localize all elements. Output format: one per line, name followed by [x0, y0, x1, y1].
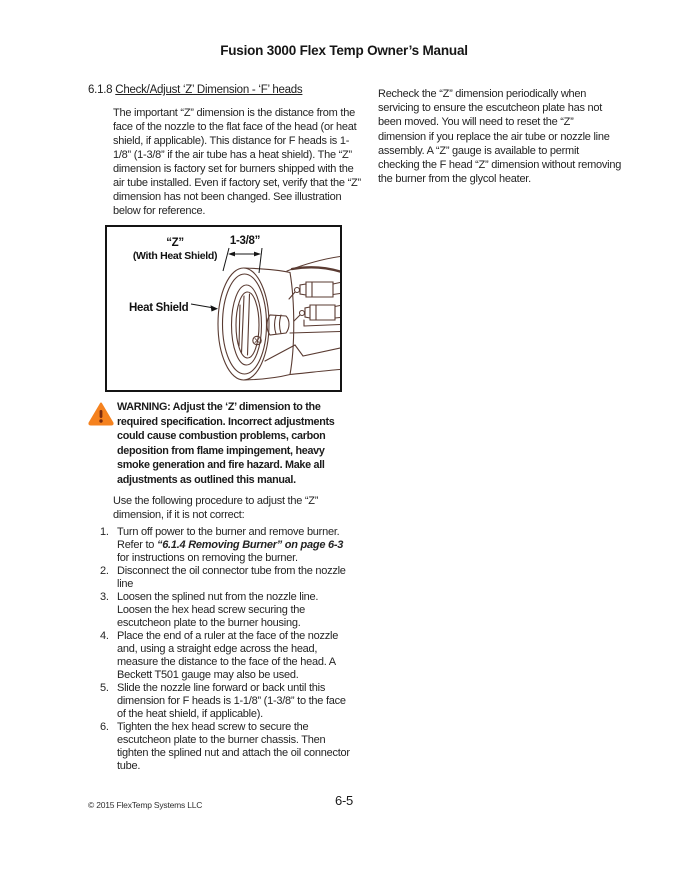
step-item: [100, 591, 366, 630]
warning-box: [88, 400, 366, 487]
section-heading: [88, 84, 366, 96]
figure-heat-shield-label: Heat Shield: [129, 302, 189, 314]
procedure-steps: [100, 526, 366, 773]
step-item: [100, 565, 366, 591]
step-number: 4.: [100, 630, 109, 642]
z-dimension-figure: [105, 225, 342, 392]
burner-head-diagram: [107, 227, 340, 390]
step-number: 3.: [100, 591, 109, 603]
right-column: [378, 87, 623, 186]
step-number: 5.: [100, 682, 109, 694]
figure-heat-shield-note: (With Heat Shield): [132, 250, 218, 262]
figure-dimension-label: 1-3/8”: [229, 235, 261, 247]
intro-paragraph: The important “Z” dimension is the distance from the face of the nozzle to the flat face of the head (or heat shield, if applicable). This distance for F heads is 1-1/8” (1-3/8” if the air tube has a heat shield). The “Z” dimension is factory set for burners shipped with the air tube installed. Even if factory set, verify that the “Z” dimension has not been changed. See illustration below for reference.: [113, 107, 361, 217]
burner-line-art: [218, 257, 340, 381]
section-number: 6.1.8: [88, 84, 113, 96]
step-item: [100, 630, 366, 682]
warning-triangle-icon: [88, 402, 114, 426]
footer-page-number: 6-5: [334, 793, 354, 808]
procedure-intro: Use the following procedure to adjust the “Z” dimension, if it is not correct:: [113, 495, 319, 521]
left-column: [88, 84, 366, 773]
step-item: [100, 526, 366, 565]
step-number: 2.: [100, 565, 109, 577]
step-text: Disconnect the oil connector tube from the nozzle line: [117, 565, 346, 590]
warning-text: WARNING: Adjust the ‘Z’ dimension to the required specification. Incorrect adjustments could cause combustion problems, carbon deposition from flame impingement, heavy smoke generation and fire hazard. Make all adjustments as outlined this manual.: [117, 401, 335, 486]
figure-z-label: “Z”: [166, 237, 184, 249]
section-title: Check/Adjust ‘Z’ Dimension - ‘F’ heads: [115, 84, 303, 96]
cross-reference: “6.1.4 Removing Burner” on page 6-3: [156, 539, 344, 551]
step-number: 6.: [100, 721, 109, 733]
step-item: [100, 721, 366, 773]
step-item: [100, 682, 366, 721]
step-text: Place the end of a ruler at the face of the nozzle and, using a straight edge across the head, measure the distance to the face of the head. A Beckett T501 gauge may also be used.: [117, 630, 339, 681]
step-text: Loosen the splined nut from the nozzle line. Loosen the hex head screw securing the escutcheon plate to the burner housing.: [117, 591, 319, 629]
step-text-post: for instructions on removing the burner.: [117, 552, 298, 564]
step-text: Slide the nozzle line forward or back until this dimension for F heads is 1-1/8” (1-3/8” to the face of the heat shield, if applicable).: [117, 682, 346, 720]
step-text: [117, 526, 350, 565]
arrowheads: [211, 252, 262, 312]
page-title: Fusion 3000 Flex Temp Owner’s Manual: [220, 43, 468, 58]
step-number: 1.: [100, 526, 109, 538]
step-text-pre: Turn off power to the burner and remove burner. Refer to: [117, 526, 340, 551]
step-text: Tighten the hex head screw to secure the escutcheon plate to the burner chassis. Then tighten the splined nut and attach the oil connector tube.: [117, 721, 350, 772]
footer-copyright: © 2015 FlexTemp Systems LLC: [88, 800, 203, 810]
recheck-paragraph: Recheck the “Z” dimension periodically when servicing to ensure the escutcheon plate has not been moved. You will need to reset the “Z” dimension if you replace the air tube or nozzle line assembly. A “Z” gauge is available to permit checking the F head “Z” dimension without removing the burner from the glycol heater.: [378, 88, 622, 186]
